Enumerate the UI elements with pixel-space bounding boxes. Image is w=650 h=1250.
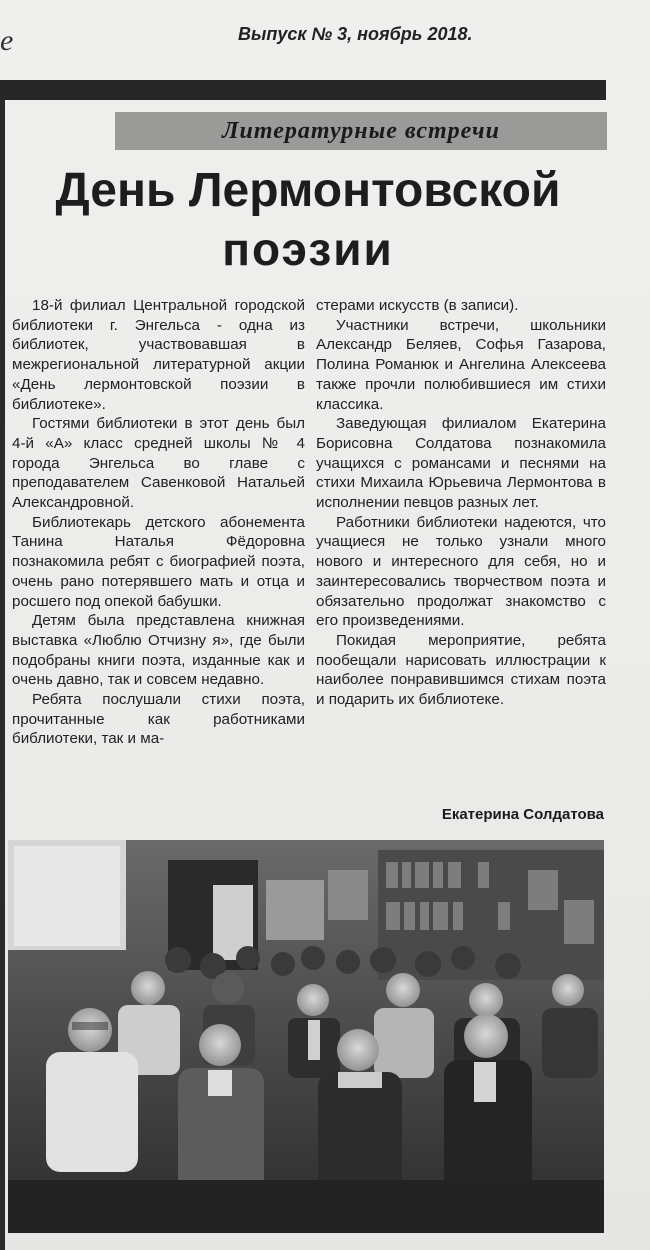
article-column-left <box>12 296 305 749</box>
article-photo <box>8 840 604 1233</box>
rubric-label: Литературные встречи <box>222 117 500 144</box>
paragraph-continuation: стерами искусств (в записи). <box>316 297 519 314</box>
paragraph: Библиотекарь детского абонемента Танина Наталья Фёдоровна познакомила ребят с биографией поэта, очень рано потерявшего мать и отца и росшего под опекой бабушки. <box>12 513 305 610</box>
article-column-right <box>316 296 606 710</box>
author-byline: Екатерина Солдатова <box>441 806 604 823</box>
paragraph: Ребята послушали стихи поэта, прочитанные как работниками библиотеки, так и ма- <box>12 691 305 748</box>
paragraph: Покидая мероприятие, ребята пообещали нарисовать иллюстрации к наиболее понравившимся стихам поэта и подарить их библиотеке. <box>316 631 606 709</box>
paragraph: Гостями библиотеки в этот день был 4-й «А» класс средней школы № 4 города Энгельса во главе с преподавателем Савенковой Натальей Александровной. <box>12 415 305 512</box>
issue-line: Выпуск № 3, ноябрь 2018. <box>238 24 473 44</box>
paragraph: Участники встречи, школьники Александр Беляев, Софья Газарова, Полина Романюк и Ангелина Алексеева также прочли полюбившиеся им стихи классика. <box>316 316 606 413</box>
corner-mark: e <box>0 24 14 57</box>
headline <box>8 160 608 276</box>
rubric-banner <box>115 112 607 150</box>
paragraph: Работники библиотеки надеются, что учащиеся не только узнали много нового и интересного для себя, но и заинтересовались творчеством поэта и обязательно продолжат знакомство с его произведениями. <box>316 513 606 630</box>
header-rule <box>0 80 606 100</box>
paragraph: Детям была представлена книжная выставка «Люблю Отчизну я», где были подобраны книги поэта, изданные как и очень давно, так и совсем недавно. <box>12 612 305 689</box>
paragraph: Заведующая филиалом Екатерина Борисовна Солдатова познакомила учащихся с романсами и песнями на стихи Михаила Юрьевича Лермонтова в исполнении певцов разных лет. <box>316 415 606 512</box>
headline-line-2: поэзии <box>222 223 394 275</box>
left-border-rule <box>0 100 5 1250</box>
headline-line-1: День Лермонтовской <box>55 164 561 217</box>
paragraph: 18-й филиал Центральной городской библиотеки г. Энгельса - одна из библиотек, участвовавшая в межрегиональной литературной акции «День лермонтовской поэзии в библиотеке». <box>12 297 305 413</box>
photo-illustration <box>8 840 604 1233</box>
